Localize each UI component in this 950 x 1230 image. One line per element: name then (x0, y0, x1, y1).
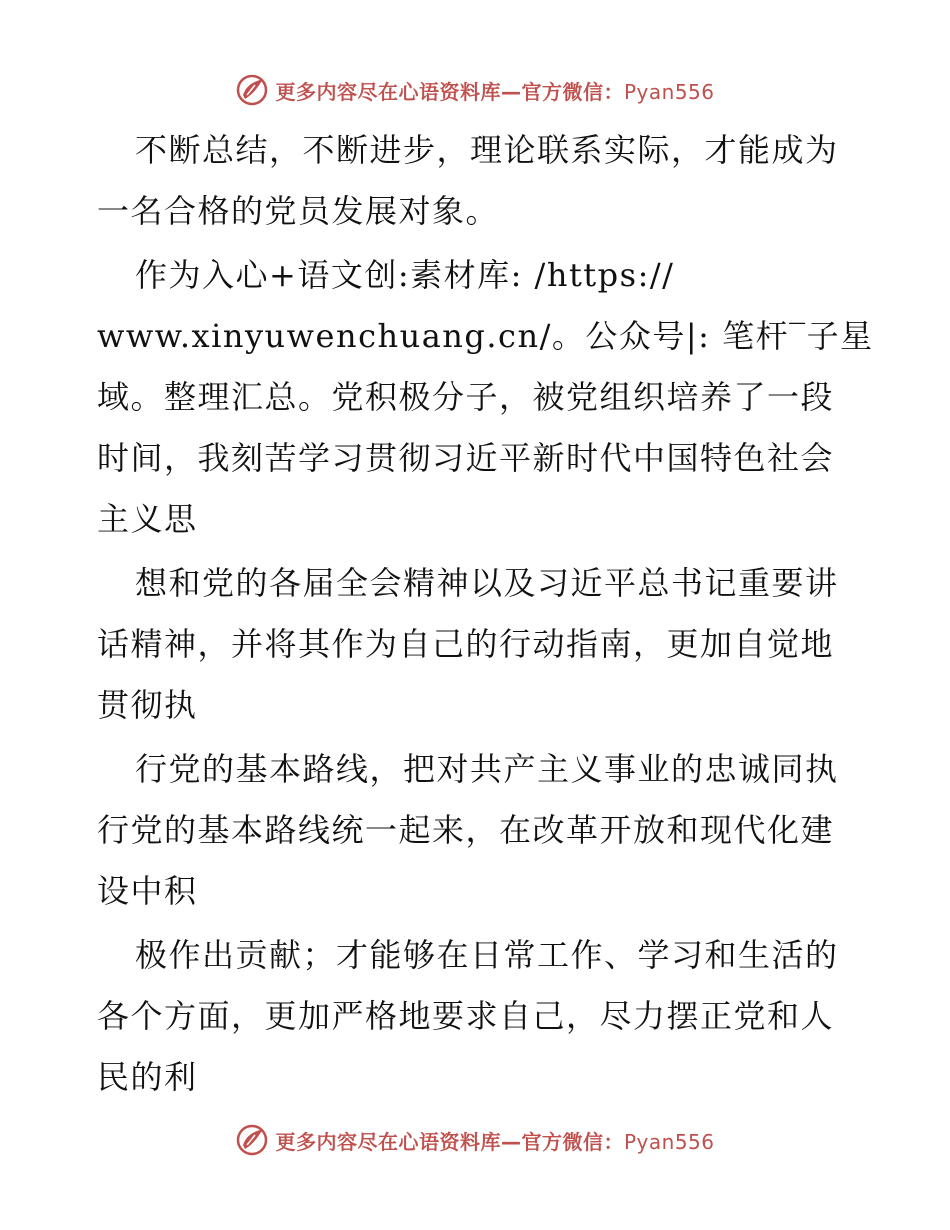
pen-nib-logo-icon (235, 73, 269, 107)
document-body (97, 120, 874, 1108)
paragraph-line: 时间，我刻苦学习贯彻习近平新时代中国特色社会 (97, 439, 835, 477)
paragraph-line: 极作出贡献；才能够在日常工作、学习和生活的 (135, 936, 839, 974)
paragraph-line: 想和党的各届全会精神以及习近平总书记重要讲 (135, 564, 839, 602)
paragraph-line: www.xinyuwenchuang.cn/。公众号|: 笔杆‾子星 (97, 317, 874, 355)
paragraph-line: 话精神，并将其作为自己的行动指南，更加自觉地 (97, 625, 835, 663)
pen-nib-logo-icon (235, 1123, 269, 1157)
header-banner-text (275, 76, 714, 105)
footer-banner-brand: Pyan556 (623, 1129, 715, 1154)
paragraph-line: 行党的基本路线，把对共产主义事业的忠诚同执 (135, 750, 839, 788)
footer-banner (0, 1120, 950, 1160)
paragraph-line: 主义思 (97, 500, 198, 538)
paragraph-line: 不断总结，不断进步，理论联系实际，才能成为 (135, 131, 839, 169)
footer-banner-text (275, 1126, 714, 1155)
header-banner-brand: Pyan556 (623, 79, 715, 104)
paragraph-line: 域。整理汇总。党积极分子，被党组织培养了一段 (97, 378, 835, 416)
paragraph-line: 民的利 (97, 1058, 198, 1096)
paragraph-line: 各个方面，更加严格地要求自己，尽力摆正党和人 (97, 997, 835, 1035)
header-banner-label: 更多内容尽在心语资料库—官方微信： (275, 79, 624, 104)
paragraph-line: 行党的基本路线统一起来，在改革开放和现代化建 (97, 811, 835, 849)
paragraph-line: 一名合格的党员发展对象。 (97, 192, 500, 230)
paragraph-line: 设中积 (97, 872, 198, 910)
paragraph-line: 作为入心+语文创:素材库: /https:// (135, 256, 675, 294)
paragraph-line: 贯彻执 (97, 686, 198, 724)
footer-banner-label: 更多内容尽在心语资料库—官方微信： (275, 1129, 624, 1154)
header-banner (0, 70, 950, 110)
